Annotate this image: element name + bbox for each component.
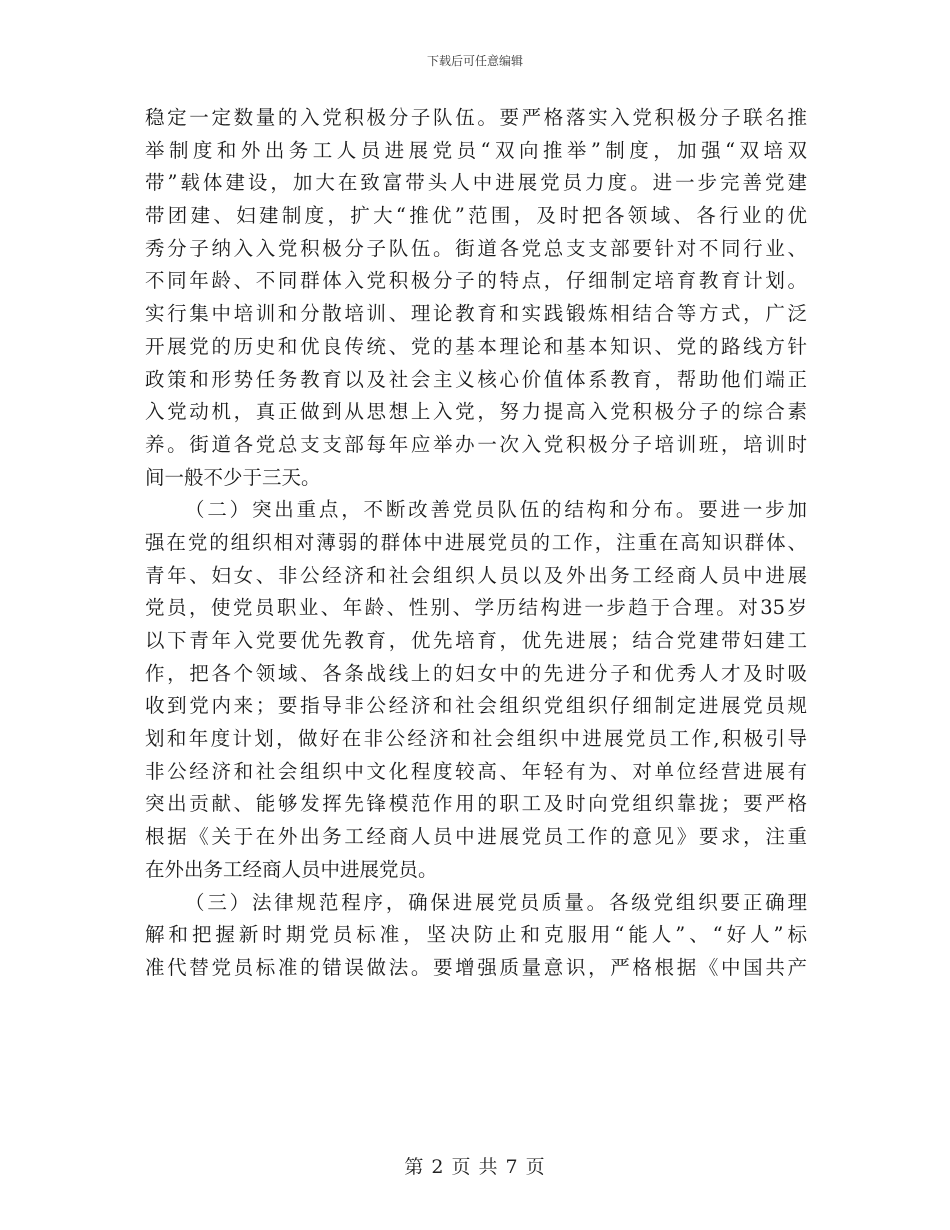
text-line: 秀分子纳入入党积极分子队伍。街道各党总支支部要针对不同行业、 <box>145 236 807 260</box>
text-line: 强在党的组织相对薄弱的群体中进展党员的工作，注重在高知识群体、 <box>145 530 807 554</box>
text-line: 入党动机，真正做到从思想上入党，努力提高入党积极分子的综合素 <box>145 400 807 424</box>
text-line: 带”载体建设，加大在致富带头人中进展党员力度。进一步完善党建 <box>145 171 807 195</box>
text-line: 政策和形势任务教育以及社会主义核心价值体系教育，帮助他们端正 <box>145 367 807 391</box>
text-line: 养。街道各党总支支部每年应举办一次入党积极分子培训班，培训时 <box>145 432 807 456</box>
text-line: 举制度和外出务工人员进展党员“双向推举”制度，加强“双培双 <box>145 138 807 162</box>
text-line: 作，把各个领域、各条战线上的妇女中的先进分子和优秀人才及时吸 <box>145 661 807 685</box>
text-line: 带团建、妇建制度，扩大“推优”范围，及时把各领域、各行业的优 <box>145 204 807 228</box>
text-line: 划和年度计划，做好在非公经济和社会组织中进展党员工作,积极引导 <box>145 727 807 751</box>
text-line: 非公经济和社会组织中文化程度较高、年轻有为、对单位经营进展有 <box>145 759 807 783</box>
text-line: 在外出务工经商人员中进展党员。 <box>145 857 438 881</box>
text-line: 以下青年入党要优先教育，优先培育，优先进展；结合党建带妇建工 <box>145 629 807 652</box>
text-line: 实行集中培训和分散培训、理论教育和实践锻炼相结合等方式，广泛 <box>145 302 807 326</box>
text-line: 突出贡献、能够发挥先锋模范作用的职工及时向党组织靠拢；要严格 <box>145 792 807 816</box>
text-line: 解和把握新时期党员标准，坚决防止和克服用“能人”、“好人”标 <box>145 923 807 947</box>
text-line: 开展党的历史和优良传统、党的基本理论和基本知识、党的路线方针 <box>145 334 807 358</box>
text-line: 党员，使党员职业、年龄、性别、学历结构进一步趋于合理。对35岁 <box>145 596 807 620</box>
text-line: 不同年龄、不同群体入党积极分子的特点，仔细制定培育教育计划。 <box>145 269 807 293</box>
page-number-footer: 第 2 页 共 7 页 <box>404 1156 546 1178</box>
text-line: 收到党内来；要指导非公经济和社会组织党组织仔细制定进展党员规 <box>145 694 807 718</box>
paragraph-start-line: （三）法律规范程序，确保进展党员质量。各级党组织要正确理 <box>185 890 807 914</box>
text-line: 青年、妇女、非公经济和社会组织人员以及外出务工经商人员中进展 <box>145 563 807 587</box>
document-body <box>145 102 807 985</box>
text-line: 稳定一定数量的入党积极分子队伍。要严格落实入党积极分子联名推 <box>145 106 807 129</box>
paragraph-start-line: （二）突出重点，不断改善党员队伍的结构和分布。要进一步加 <box>185 498 807 522</box>
text-line: 准代替党员标准的错误做法。要增强质量意识，严格根据《中国共产 <box>145 955 807 979</box>
text-line: 间一般不少于三天。 <box>145 465 321 489</box>
text-line: 根据《关于在外出务工经商人员中进展党员工作的意见》要求，注重 <box>145 825 807 849</box>
page-header: 下载后可任意编辑 <box>426 54 523 68</box>
